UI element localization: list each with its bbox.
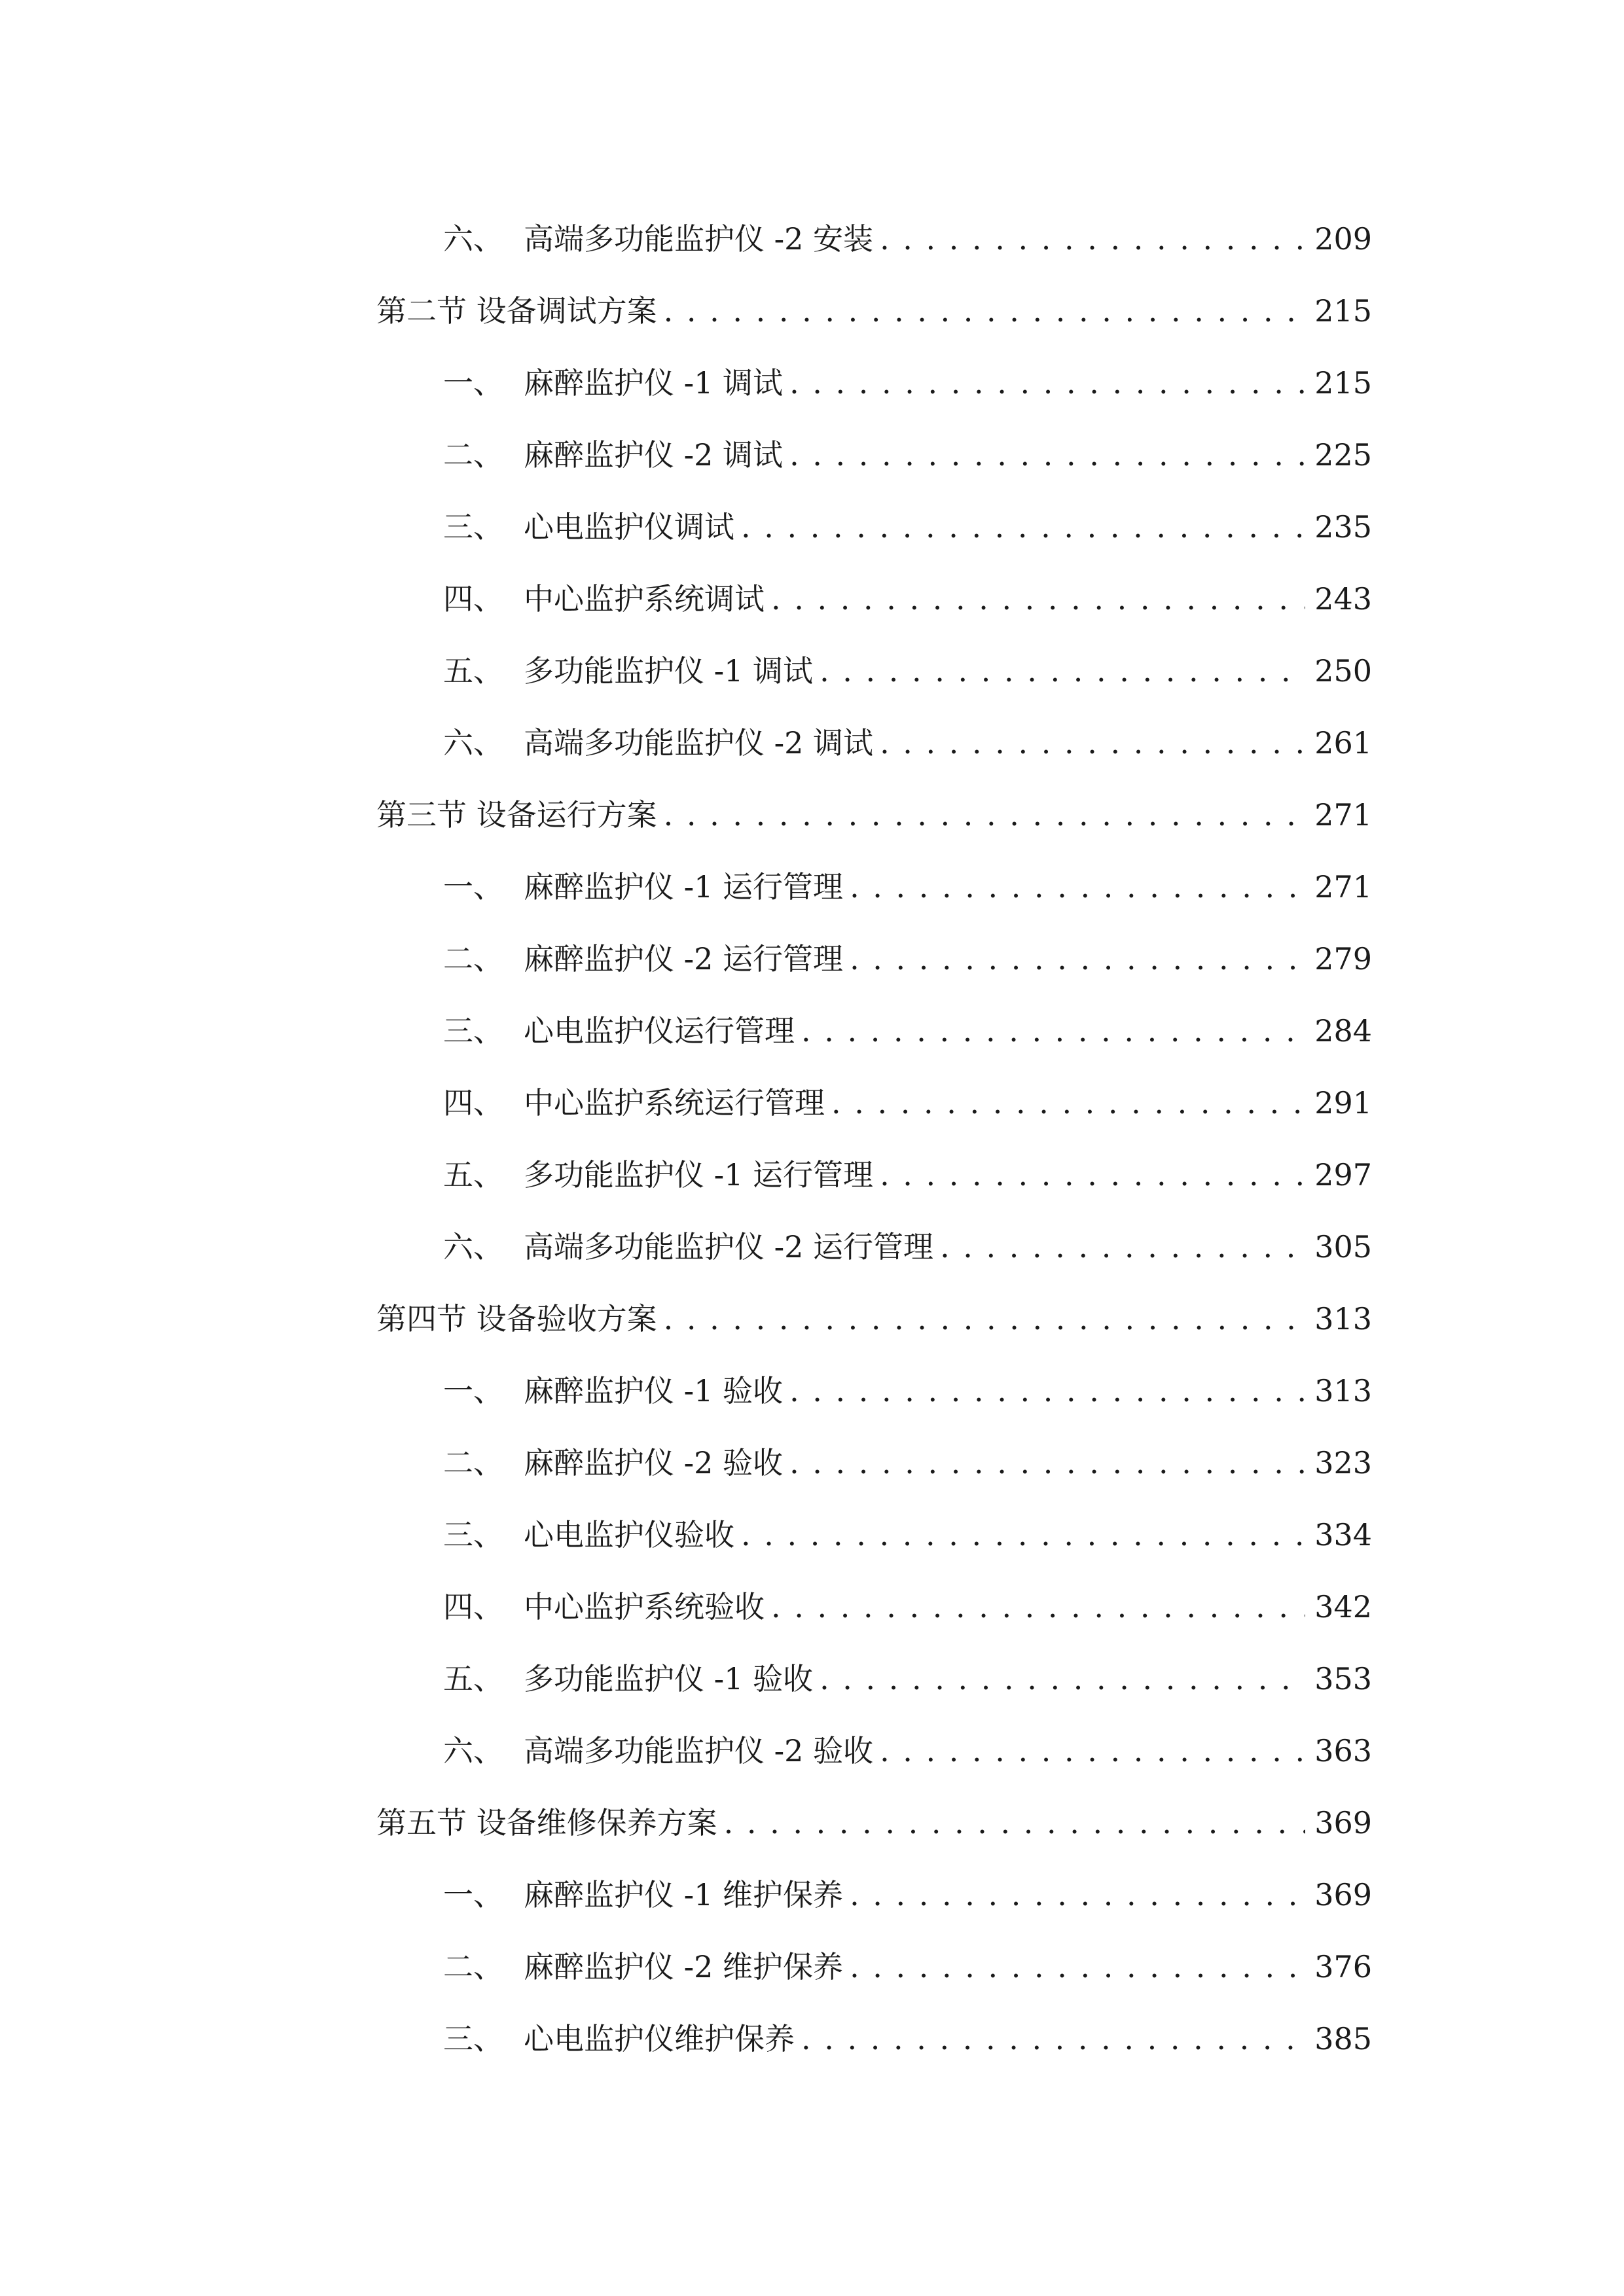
dot-leader bbox=[880, 1736, 1305, 1766]
toc-entry-number: 一、 bbox=[443, 869, 503, 905]
toc-entry-number: 三、 bbox=[443, 2021, 503, 2056]
toc-entry-number: 三、 bbox=[443, 509, 503, 545]
toc-entry-page-number: 297 bbox=[1314, 1157, 1372, 1193]
dot-leader bbox=[664, 296, 1305, 326]
toc-section-entry[interactable] bbox=[0, 1787, 1624, 1859]
dot-leader bbox=[880, 728, 1305, 758]
toc-entry-page-number: 363 bbox=[1314, 1733, 1372, 1768]
toc-entry-title: 心电监护仪运行管理 bbox=[524, 1013, 795, 1049]
toc-subsection-entry[interactable] bbox=[0, 635, 1624, 707]
toc-entry-page-number: 342 bbox=[1314, 1589, 1372, 1624]
dot-leader bbox=[850, 944, 1305, 974]
toc-entry-title: 第三节 设备运行方案 bbox=[376, 797, 657, 833]
toc-entry-page-number: 353 bbox=[1314, 1661, 1372, 1696]
toc-subsection-entry[interactable] bbox=[0, 347, 1624, 419]
toc-entry-title: 麻醉监护仪 -1 维护保养 bbox=[524, 1877, 844, 1912]
toc-entry-number: 五、 bbox=[443, 1661, 503, 1696]
toc-subsection-entry[interactable] bbox=[0, 1931, 1624, 2003]
toc-entry-title: 中心监护系统验收 bbox=[524, 1589, 765, 1624]
toc-entry-title: 麻醉监护仪 -2 维护保养 bbox=[524, 1949, 844, 1984]
toc-entry-number: 五、 bbox=[443, 653, 503, 689]
dot-leader bbox=[724, 1808, 1305, 1838]
toc-entry-page-number: 323 bbox=[1314, 1445, 1372, 1480]
dot-leader bbox=[820, 656, 1305, 686]
toc-entry-number: 四、 bbox=[443, 1589, 503, 1624]
dot-leader bbox=[741, 512, 1305, 542]
toc-entry-title: 麻醉监护仪 -2 调试 bbox=[524, 437, 784, 473]
toc-subsection-entry[interactable] bbox=[0, 923, 1624, 995]
toc-subsection-entry[interactable] bbox=[0, 1427, 1624, 1499]
toc-entry-page-number: 271 bbox=[1314, 797, 1372, 833]
toc-entry-number: 二、 bbox=[443, 437, 503, 473]
dot-leader bbox=[789, 1448, 1305, 1478]
toc-subsection-entry[interactable] bbox=[0, 1139, 1624, 1211]
toc-subsection-entry[interactable] bbox=[0, 1211, 1624, 1283]
toc-entry-page-number: 369 bbox=[1314, 1805, 1372, 1840]
toc-entry-number: 二、 bbox=[443, 941, 503, 977]
toc-entry-title: 高端多功能监护仪 -2 验收 bbox=[524, 1733, 874, 1768]
toc-entry-title: 麻醉监护仪 -1 调试 bbox=[524, 365, 784, 401]
toc-entry-number: 六、 bbox=[443, 221, 503, 257]
dot-leader bbox=[801, 2024, 1305, 2054]
toc-entry-page-number: 261 bbox=[1314, 725, 1372, 761]
toc-entry-number: 一、 bbox=[443, 1373, 503, 1408]
dot-leader bbox=[880, 224, 1305, 254]
toc-subsection-entry[interactable] bbox=[0, 419, 1624, 491]
toc-entry-page-number: 291 bbox=[1314, 1085, 1372, 1121]
toc-section-entry[interactable] bbox=[0, 779, 1624, 851]
toc-entry-title: 麻醉监护仪 -2 运行管理 bbox=[524, 941, 844, 977]
toc-entry-page-number: 209 bbox=[1314, 221, 1372, 257]
toc-entry-page-number: 313 bbox=[1314, 1301, 1372, 1336]
toc-entry-number: 四、 bbox=[443, 1085, 503, 1121]
toc-entry-page-number: 334 bbox=[1314, 1517, 1372, 1552]
toc-entry-title: 心电监护仪维护保养 bbox=[524, 2021, 795, 2056]
toc-subsection-entry[interactable] bbox=[0, 1715, 1624, 1787]
toc-subsection-entry[interactable] bbox=[0, 491, 1624, 563]
dot-leader bbox=[850, 872, 1305, 902]
toc-entry-title: 麻醉监护仪 -2 验收 bbox=[524, 1445, 784, 1480]
toc-entry-page-number: 313 bbox=[1314, 1373, 1372, 1408]
toc-entry-title: 第二节 设备调试方案 bbox=[376, 293, 657, 329]
toc-entry-page-number: 376 bbox=[1314, 1949, 1372, 1984]
toc-subsection-entry[interactable] bbox=[0, 1643, 1624, 1715]
dot-leader bbox=[771, 584, 1305, 614]
toc-entry-page-number: 243 bbox=[1314, 581, 1372, 617]
toc-subsection-entry[interactable] bbox=[0, 1859, 1624, 1931]
dot-leader bbox=[850, 1952, 1305, 1982]
toc-subsection-entry[interactable] bbox=[0, 203, 1624, 275]
dot-leader bbox=[741, 1520, 1305, 1550]
dot-leader bbox=[820, 1664, 1305, 1694]
toc-entry-title: 多功能监护仪 -1 验收 bbox=[524, 1661, 814, 1696]
toc-entry-number: 三、 bbox=[443, 1517, 503, 1552]
toc-entry-number: 三、 bbox=[443, 1013, 503, 1049]
toc-subsection-entry[interactable] bbox=[0, 1571, 1624, 1643]
toc-entry-page-number: 250 bbox=[1314, 653, 1372, 689]
toc-subsection-entry[interactable] bbox=[0, 1355, 1624, 1427]
dot-leader bbox=[664, 1304, 1305, 1334]
toc-entry-page-number: 385 bbox=[1314, 2021, 1372, 2056]
toc-subsection-entry[interactable] bbox=[0, 1067, 1624, 1139]
toc-entry-page-number: 235 bbox=[1314, 509, 1372, 545]
dot-leader bbox=[831, 1088, 1305, 1118]
toc-entry-number: 二、 bbox=[443, 1445, 503, 1480]
toc-entry-title: 高端多功能监护仪 -2 运行管理 bbox=[524, 1229, 934, 1265]
toc-entry-number: 一、 bbox=[443, 1877, 503, 1912]
table-of-contents bbox=[0, 203, 1624, 2075]
dot-leader bbox=[771, 1592, 1305, 1622]
toc-entry-number: 六、 bbox=[443, 725, 503, 761]
dot-leader bbox=[801, 1016, 1305, 1046]
toc-entry-page-number: 215 bbox=[1314, 293, 1372, 329]
toc-entry-number: 二、 bbox=[443, 1949, 503, 1984]
toc-entry-number: 一、 bbox=[443, 365, 503, 401]
toc-entry-title: 高端多功能监护仪 -2 调试 bbox=[524, 725, 874, 761]
dot-leader bbox=[664, 800, 1305, 830]
toc-subsection-entry[interactable] bbox=[0, 995, 1624, 1067]
toc-entry-title: 中心监护系统调试 bbox=[524, 581, 765, 617]
dot-leader bbox=[880, 1160, 1305, 1190]
toc-entry-title: 第五节 设备维修保养方案 bbox=[376, 1805, 717, 1840]
toc-entry-title: 高端多功能监护仪 -2 安装 bbox=[524, 221, 874, 257]
dot-leader bbox=[789, 440, 1305, 470]
toc-section-entry[interactable] bbox=[0, 275, 1624, 347]
dot-leader bbox=[850, 1880, 1305, 1910]
toc-entry-title: 心电监护仪调试 bbox=[524, 509, 734, 545]
toc-subsection-entry[interactable] bbox=[0, 1499, 1624, 1571]
toc-entry-title: 麻醉监护仪 -1 验收 bbox=[524, 1373, 784, 1408]
toc-entry-number: 五、 bbox=[443, 1157, 503, 1193]
toc-entry-page-number: 225 bbox=[1314, 437, 1372, 473]
toc-entry-number: 六、 bbox=[443, 1229, 503, 1265]
toc-subsection-entry[interactable] bbox=[0, 851, 1624, 923]
toc-entry-page-number: 305 bbox=[1314, 1229, 1372, 1265]
toc-subsection-entry[interactable] bbox=[0, 2003, 1624, 2075]
toc-entry-title: 麻醉监护仪 -1 运行管理 bbox=[524, 869, 844, 905]
toc-entry-title: 第四节 设备验收方案 bbox=[376, 1301, 657, 1336]
toc-subsection-entry[interactable] bbox=[0, 707, 1624, 779]
toc-entry-number: 六、 bbox=[443, 1733, 503, 1768]
toc-entry-page-number: 271 bbox=[1314, 869, 1372, 905]
toc-entry-title: 多功能监护仪 -1 运行管理 bbox=[524, 1157, 874, 1193]
toc-entry-page-number: 279 bbox=[1314, 941, 1372, 977]
toc-entry-page-number: 284 bbox=[1314, 1013, 1372, 1049]
toc-entry-page-number: 215 bbox=[1314, 365, 1372, 401]
dot-leader bbox=[940, 1232, 1305, 1262]
toc-subsection-entry[interactable] bbox=[0, 563, 1624, 635]
dot-leader bbox=[789, 1376, 1305, 1406]
toc-entry-title: 中心监护系统运行管理 bbox=[524, 1085, 825, 1121]
dot-leader bbox=[789, 368, 1305, 398]
toc-section-entry[interactable] bbox=[0, 1283, 1624, 1355]
toc-entry-page-number: 369 bbox=[1314, 1877, 1372, 1912]
toc-entry-number: 四、 bbox=[443, 581, 503, 617]
toc-entry-title: 多功能监护仪 -1 调试 bbox=[524, 653, 814, 689]
toc-entry-title: 心电监护仪验收 bbox=[524, 1517, 734, 1552]
